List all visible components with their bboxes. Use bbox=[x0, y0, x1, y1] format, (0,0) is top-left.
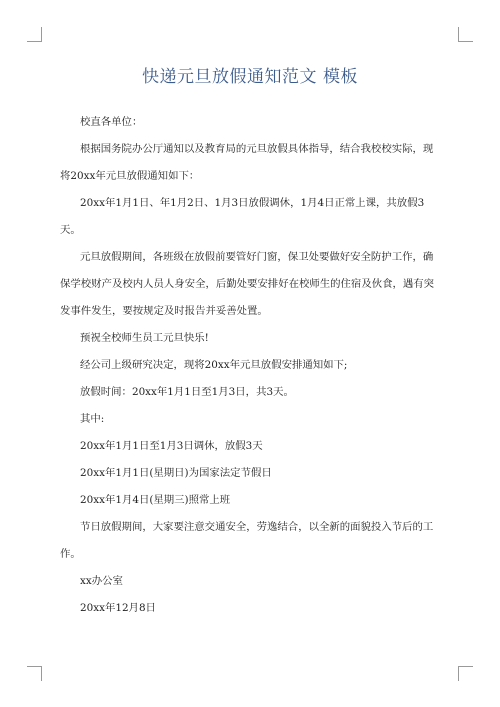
paragraph-salutation: 校直各单位： bbox=[80, 116, 143, 128]
paragraph-safety: 元旦放假期间，各班级在放假前要管好门窗，保卫处要做好安全防护工作，确保学校财产及校内人员人身安全，后勤处要安排好在校师生的住宿及伙食，遇有突发事件发生，要按规定及时报告并妥善处置。 bbox=[60, 251, 435, 317]
paragraph-greeting: 预祝全校师生员工元旦快乐! bbox=[80, 332, 209, 344]
paragraph-schedule-1: 20xx年1月1日至1月3日调休，放假3天 bbox=[80, 440, 263, 452]
paragraph-intro: 根据国务院办公厅通知以及教育局的元旦放假具体指导，结合我校校实际，现将20xx年元旦放假通知如下： bbox=[60, 143, 434, 182]
paragraph-date: 20xx年12月8日 bbox=[80, 602, 156, 614]
crop-mark-top-left bbox=[27, 27, 42, 42]
paragraph-holiday-time: 放假时间：20xx年1月1日至1月3日，共3天。 bbox=[80, 386, 294, 398]
crop-mark-bottom-right bbox=[458, 666, 473, 681]
paragraph-among: 其中: bbox=[80, 413, 105, 425]
document-title: 快递元旦放假通知范文 模板 bbox=[142, 67, 358, 87]
paragraph-schedule-3: 20xx年1月4日(星期三)照常上班 bbox=[80, 494, 231, 506]
paragraph-holiday-dates: 20xx年1月1日、年1月2日、1月3日放假调休，1月4日正常上课，共放假3天。 bbox=[60, 197, 425, 236]
paragraph-reminder: 节日放假期间，大家要注意交通安全，劳逸结合，以全新的面貌投入节后的工作。 bbox=[60, 521, 434, 560]
paragraph-company-decision: 经公司上级研究决定，现将20xx年元旦放假安排通知如下; bbox=[80, 359, 348, 371]
document-body bbox=[60, 109, 442, 622]
paragraph-schedule-2: 20xx年1月1日(星期日)为国家法定节假日 bbox=[80, 467, 272, 479]
crop-mark-top-right bbox=[458, 27, 473, 42]
paragraph-signature: xx办公室 bbox=[80, 575, 123, 587]
crop-mark-bottom-left bbox=[27, 666, 42, 681]
